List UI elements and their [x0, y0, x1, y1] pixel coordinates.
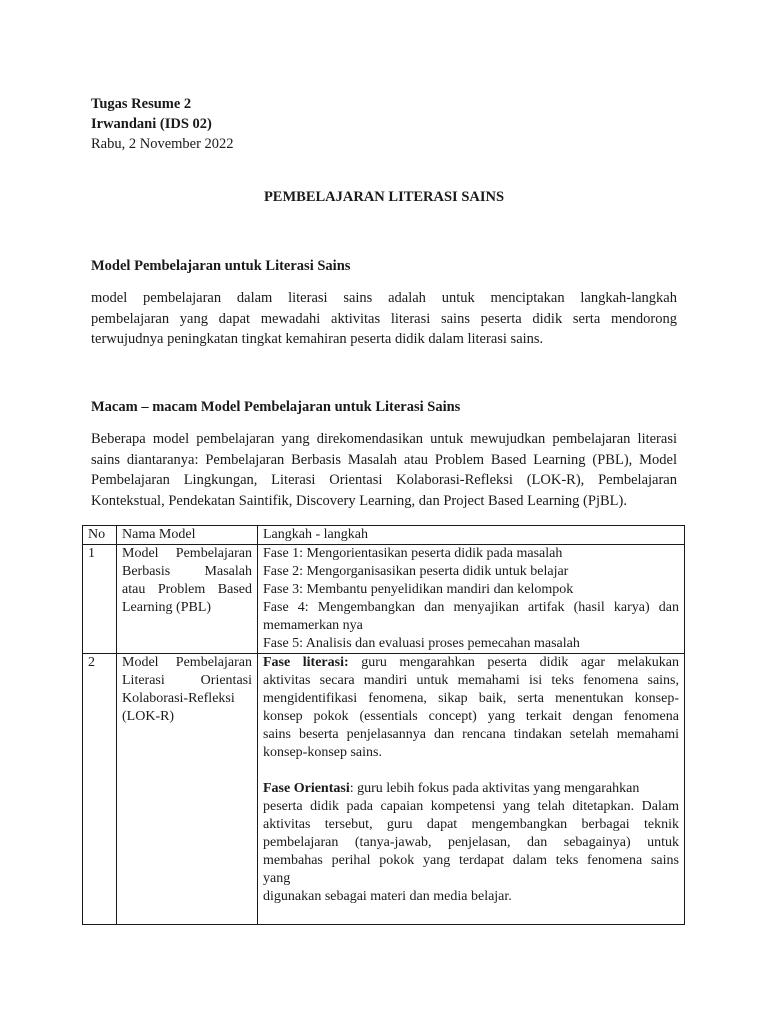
- fase-literasi-line: aktivitas secara mandiri untuk memahami isi teks fenomena sains,: [263, 673, 679, 688]
- header-cell-model: Nama Model: [117, 526, 258, 545]
- fase-orientasi-label: Fase Orientasi: [263, 781, 350, 796]
- fase-literasi-line: sains beserta penjelasannya dan rencana tindakan setelah memahami: [263, 727, 679, 742]
- fase-orientasi-line: pembelajaran (tanya-jawab, penjelasan, dan sebagainya) untuk: [263, 835, 679, 850]
- fase-orientasi-first-line: [263, 780, 679, 798]
- table-row: [83, 545, 685, 654]
- table-row: [83, 654, 685, 925]
- fase-literasi-first-line: [263, 654, 679, 672]
- paragraph-line: Beberapa model pembelajaran yang direkomendasikan untuk mewujudkan pembelajaran literasi: [91, 431, 677, 447]
- model-table: [82, 525, 685, 925]
- paragraph-line: Pembelajaran Lingkungan, Literasi Orientasi Kolaborasi-Refleksi (LOK-R), Pembelajaran: [91, 472, 677, 488]
- model-name-line: Model Pembelajaran: [122, 655, 252, 670]
- fase-literasi-line: konsep-konsep sains.: [263, 745, 382, 760]
- fase-orientasi-line: membahas perihal pokok yang terdapat dalam teks fenomena sains: [263, 853, 679, 868]
- paragraph-line: Kontekstual, Pendekatan Saintifik, Discovery Learning, dan Project Based Learning (PjBL).: [91, 492, 627, 509]
- step-line: memamerkan nya: [263, 618, 363, 633]
- fase-orientasi-text: : guru lebih fokus pada aktivitas yang mengarahkan: [349, 781, 640, 796]
- header-cell-steps: Langkah - langkah: [258, 526, 685, 545]
- assignment-title: Tugas Resume 2: [91, 96, 192, 112]
- model-name-cell: [117, 654, 258, 925]
- author-name: Irwandani (IDS 02): [91, 116, 212, 132]
- fase-orientasi-line: aktivitas tersebut, guru dapat mengembangkan berbagai teknik: [263, 817, 679, 832]
- step-line: Fase 5: Analisis dan evaluasi proses pemecahan masalah: [263, 636, 580, 651]
- row-number: 2: [83, 654, 117, 925]
- section-paragraph-model: [91, 288, 677, 350]
- table-header-row: [83, 526, 685, 545]
- model-name-cell: [117, 545, 258, 654]
- step-line: Fase 4: Mengembangkan dan menyajikan artifak (hasil karya) dan: [263, 600, 679, 615]
- fase-orientasi-line: yang: [263, 871, 291, 886]
- model-name-line: Berbasis Masalah: [122, 564, 252, 579]
- steps-cell: [258, 545, 685, 654]
- fase-literasi-label: Fase literasi:: [263, 655, 349, 670]
- section-heading-model: Model Pembelajaran untuk Literasi Sains: [91, 258, 351, 274]
- paragraph-line: model pembelajaran dalam literasi sains adalah untuk menciptakan langkah-langkah: [91, 290, 677, 306]
- section-paragraph-macam: [91, 429, 677, 511]
- model-name-line: Model Pembelajaran: [122, 546, 252, 561]
- model-name-line: atau Problem Based: [122, 582, 252, 597]
- section-heading-macam: Macam – macam Model Pembelajaran untuk Literasi Sains: [91, 399, 461, 415]
- step-line: Fase 1: Mengorientasikan peserta didik pada masalah: [263, 546, 563, 561]
- paragraph-line: sains diantaranya: Pembelajaran Berbasis Masalah atau Problem Based Learning (PBL), Model: [91, 451, 677, 468]
- fase-orientasi-line: digunakan sebagai materi dan media belajar.: [263, 889, 512, 904]
- paragraph-line: pembelajaran yang dapat mewadahi aktivitas literasi sains peserta didik serta mendorong: [91, 310, 677, 327]
- document-title: PEMBELAJARAN LITERASI SAINS: [263, 189, 505, 205]
- fase-orientasi-line: peserta didik pada capaian kompetensi yang telah ditetapkan. Dalam: [263, 799, 679, 814]
- document-date: Rabu, 2 November 2022: [91, 136, 234, 152]
- step-line: Fase 2: Mengorganisasikan peserta didik untuk belajar: [263, 564, 569, 579]
- model-name-line: Kolaborasi-Refleksi: [122, 691, 235, 706]
- cell-bottom-spacer: [263, 906, 679, 924]
- paragraph-spacer: [263, 762, 679, 780]
- model-name-line: (LOK-R): [122, 709, 175, 724]
- paragraph-line: terwujudnya peningkatan tingkat kemahiran peserta didik dalam literasi sains.: [91, 331, 544, 347]
- fase-literasi-line: mengidentifikasi fenomena, sikap baik, serta menentukan konsep-: [263, 691, 679, 706]
- fase-literasi-text: guru mengarahkan peserta didik agar melakukan: [348, 655, 679, 670]
- model-name-line: Literasi Orientasi: [122, 673, 252, 688]
- step-line: Fase 3: Membantu penyelidikan mandiri dan kelompok: [263, 582, 574, 597]
- model-name-line: Learning (PBL): [122, 600, 212, 615]
- header-cell-no: No: [83, 526, 117, 545]
- row-number: 1: [83, 545, 117, 654]
- fase-literasi-line: konsep pokok (essentials concept) yang terkait dengan fenomena: [263, 709, 679, 724]
- steps-cell: [258, 654, 685, 925]
